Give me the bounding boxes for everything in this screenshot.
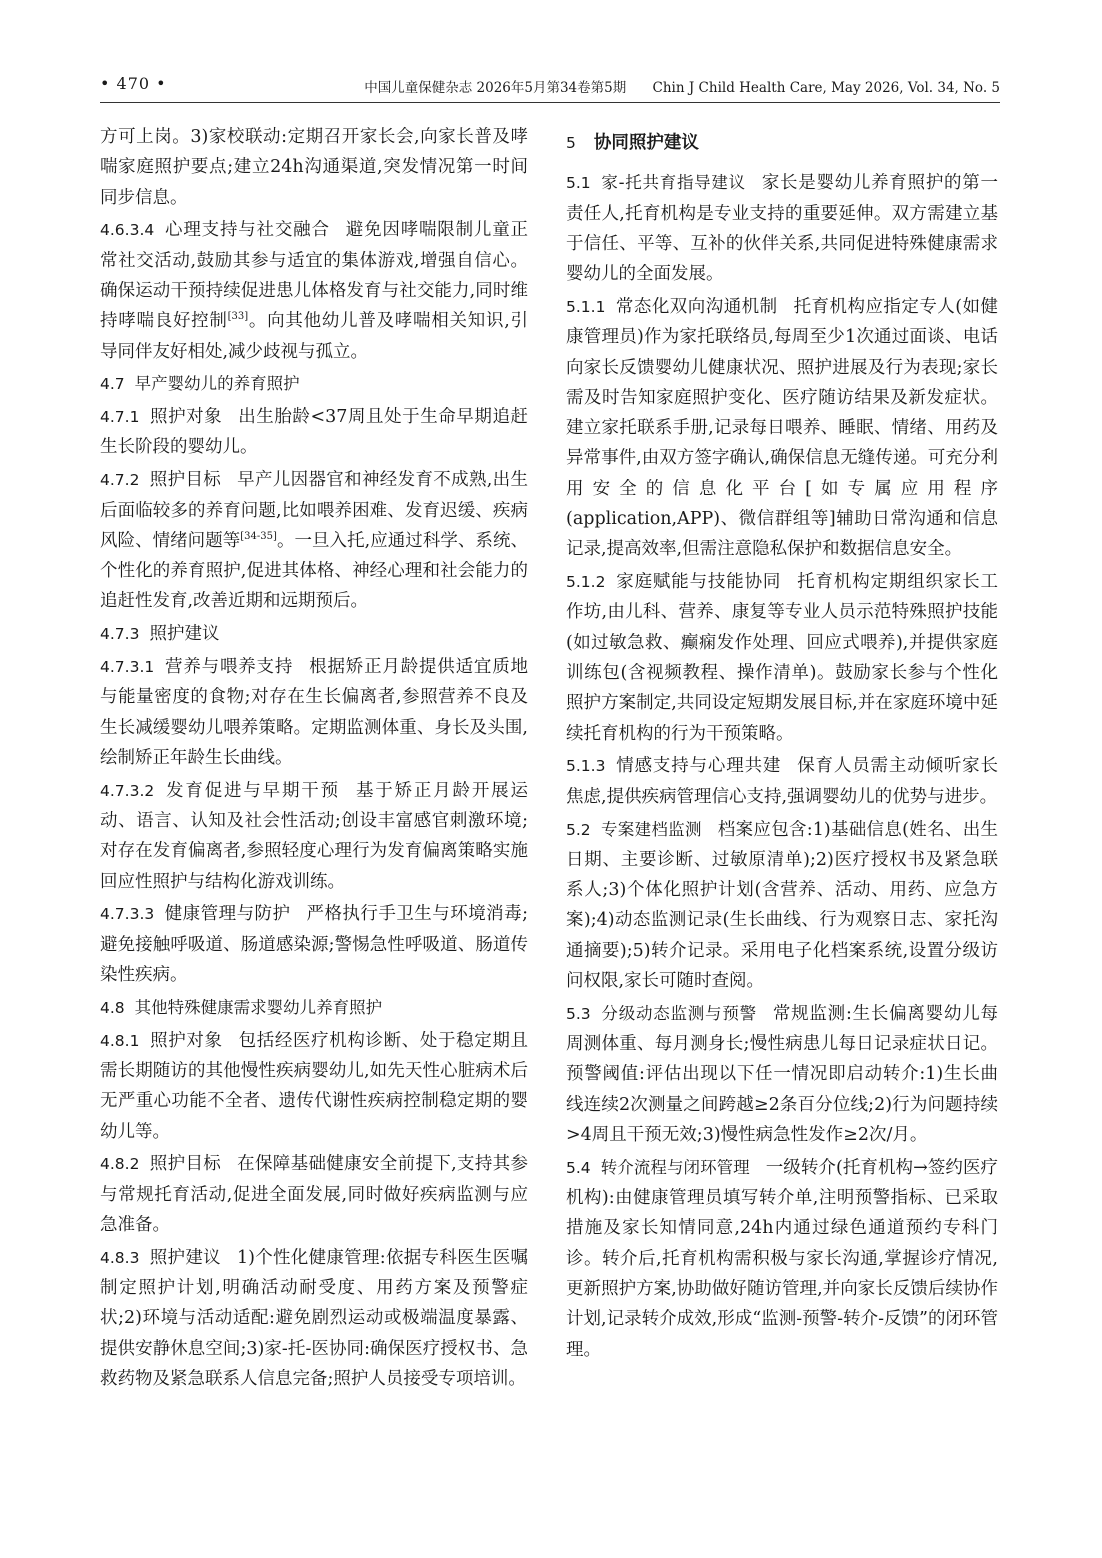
section-title: 家-托共育指导建议 <box>600 173 746 193</box>
paragraph-text: 常规监测:生长偏离婴幼儿每周测体重、每月测身长;慢性病患儿每日记录症状日记。预警阈值:评估出现以下任一情况即启动转介:1)生长曲线连续2次测量之间跨越≥2条百分位线;2)行为问题持续>4周且干预无效;3)慢性病急性发作≥2次/月。 <box>566 1003 998 1145</box>
body-paragraph <box>100 215 528 366</box>
section-title: 心理支持与社交融合 <box>164 220 330 241</box>
citation-ref: [34-35] <box>240 530 277 542</box>
journal-citation <box>364 76 1000 96</box>
section-title: 专案建档监测 <box>600 819 702 839</box>
section-number: 4.6.3.4 <box>100 221 155 240</box>
body-paragraph <box>100 776 528 897</box>
subsection-paragraph <box>566 168 998 289</box>
body-paragraph <box>566 292 998 565</box>
body-paragraph <box>100 619 528 649</box>
section-number: 4.7.3.1 <box>100 658 155 677</box>
body-paragraph <box>100 402 528 463</box>
section-number: 4.7.3.2 <box>100 781 155 800</box>
paragraph-text: 方可上岗。3)家校联动:定期召开家长会,向家长普及哮喘家庭照护要点;建立24h沟通渠道,突发情况第一时间同步信息。 <box>100 127 528 208</box>
paragraph-text: 保育人员需主动倾听家长焦虑,提供疾病管理信心支持,强调婴幼儿的优势与进步。 <box>566 756 999 807</box>
section-title: 发育促进与早期干预 <box>164 780 340 801</box>
section-number: 5.1 <box>566 174 591 193</box>
journal-title-zh: 中国儿童保健杂志 2026年5月第34卷第5期 <box>364 80 627 96</box>
paragraph-text: 家长是婴幼儿养育照护的第一责任人,托育机构是专业支持的重要延伸。双方需建立基于信任、平等、互补的伙伴关系,共同促进特殊健康需求婴幼儿的全面发展。 <box>566 173 998 285</box>
paragraph-text: 档案应包含:1)基础信息(姓名、出生日期、主要诊断、过敏原清单);2)医疗授权书及紧急联系人;3)个体化照护计划(含营养、活动、用药、应急方案);4)动态监测记录(生长曲线、行为观察日志、家托沟通摘要);5)转介记录。采用电子化档案系统,设置分级访问权限,家长可随时查阅。 <box>566 819 999 992</box>
section-number: 5 <box>566 134 576 152</box>
section-title: 情感支持与心理共建 <box>615 756 782 777</box>
paragraph-text: 基于矫正月龄开展运动、语言、认知及社会性活动;创设丰富感官刺激环境;对存在发育偏离者,参照轻度心理行为发育偏离策略实施回应性照护与结构化游戏训练。 <box>100 780 528 892</box>
section-title: 照护建议 <box>149 1247 221 1268</box>
section-number: 5.1.2 <box>566 573 606 592</box>
right-column <box>566 122 998 1367</box>
body-paragraph <box>566 567 998 749</box>
section-title: 照护目标 <box>149 470 222 491</box>
section-number: 4.8.1 <box>100 1031 140 1050</box>
body-paragraph <box>100 899 528 990</box>
subsection-paragraph <box>566 1153 998 1365</box>
body-paragraph <box>100 1149 528 1240</box>
section-title: 其他特殊健康需求婴幼儿养育照护 <box>134 997 383 1017</box>
body-paragraph <box>100 122 528 213</box>
section-number: 4.7.3 <box>100 625 140 644</box>
paragraph-text: 避免因哮喘限制儿童正常社交活动,鼓励其参与适宜的集体游戏,增强自信心。确保运动干预持续促进患儿体格发育与社交能力,同时维持哮喘良好控制 <box>100 220 529 332</box>
section-title: 照护建议 <box>149 624 220 645</box>
body-paragraph <box>100 1026 528 1147</box>
section-number: 4.8.3 <box>100 1248 140 1267</box>
paragraph-text: 在保障基础健康安全前提下,支持其参与常规托育活动,促进全面发展,同时做好疾病监测与应急准备。 <box>100 1154 529 1235</box>
section-number: 4.7.1 <box>100 408 140 427</box>
paragraph-text: 根据矫正月龄提供适宜质地与能量密度的食物;对存在生长偏离者,参照营养不良及生长减缓婴幼儿喂养策略。定期监测体重、身长及头围,绘制矫正年龄生长曲线。 <box>100 657 529 768</box>
section-number: 4.8 <box>100 998 125 1017</box>
body-paragraph <box>100 652 528 773</box>
section-title: 协同照护建议 <box>593 133 699 153</box>
header-rule <box>100 102 1000 103</box>
section-number: 5.1.3 <box>566 757 606 776</box>
section-title: 健康管理与防护 <box>164 904 291 925</box>
paragraph-text: 出生胎龄<37周且处于生命早期追赶生长阶段的婴幼儿。 <box>100 407 528 458</box>
section-title: 家庭赋能与技能协同 <box>615 572 782 593</box>
subsection-paragraph <box>100 369 528 399</box>
paragraph-text: 托育机构定期组织家长工作坊,由儿科、营养、康复等专业人员示范特殊照护技能(如过敏急救、癫痫发作处理、回应式喂养),并提供家庭训练包(含视频教程、操作清单)。鼓励家长参与个性化照护方案制定,共同设定短期发展目标,并在家庭环境中延续托育机构的行为干预策略。 <box>566 572 999 744</box>
section-number: 5.3 <box>566 1004 591 1023</box>
paragraph-text: 1)个性化健康管理:依据专科医生医嘱制定照护计划,明确活动耐受度、用药方案及预警症状;2)环境与活动适配:避免剧烈运动或极端温度暴露、提供安静休息空间;3)家-托-医协同:确保医疗授权书、急救药物及紧急联系人信息完备;照护人员接受专项培训。 <box>100 1247 529 1389</box>
running-header <box>100 72 1000 100</box>
paragraph-text: 包括经医疗机构诊断、处于稳定期且需长期随访的其他慢性疾病婴幼儿,如先天性心脏病术后无严重心功能不全者、遗传代谢性疾病控制稳定期的婴幼儿等。 <box>100 1030 529 1142</box>
journal-title-en: Chin J Child Health Care, May 2026, Vol. 34, No. 5 <box>652 80 1000 96</box>
section-title: 照护对象 <box>149 407 223 428</box>
paragraph-text: 。向其他幼儿普及哮喘相关知识,引导同伴友好相处,减少歧视与孤立。 <box>100 311 529 362</box>
paragraph-text: 托育机构应指定专人(如健康管理员)作为家托联络员,每周至少1次通过面谈、电话向家长反馈婴幼儿健康状况、照护进展及行为表现;家长需及时告知家庭照护变化、医疗随访结果及新发症状。建立家托联系手册,记录每日喂养、睡眠、情绪、用药及异常事件,由双方签字确认,确保信息无缝传递。可充分利用安全的信息化平台[如专属应用程序(application,APP)、微信群组等]辅助日常沟通和信息记录,提高效率,但需注意隐私保护和数据信息安全。 <box>566 296 999 560</box>
section-number: 5.4 <box>566 1158 591 1177</box>
section-number: 5.2 <box>566 820 591 839</box>
section-number: 4.7 <box>100 375 125 394</box>
section-title: 照护对象 <box>149 1030 223 1051</box>
section-title: 分级动态监测与预警 <box>600 1003 757 1023</box>
section-title: 照护目标 <box>149 1154 222 1175</box>
page-number: • 470 • <box>100 74 167 93</box>
subsection-paragraph <box>566 815 998 997</box>
section-title: 营养与喂养支持 <box>164 657 294 678</box>
section-number: 5.1.1 <box>566 297 606 316</box>
section-heading <box>566 128 998 158</box>
paragraph-text: 严格执行手卫生与环境消毒;避免接触呼吸道、肠道感染源;警惕急性呼吸道、肠道传染性疾病。 <box>100 904 528 986</box>
subsection-paragraph <box>100 993 528 1023</box>
body-paragraph <box>100 465 528 616</box>
section-title: 早产婴幼儿的养育照护 <box>134 374 300 394</box>
section-number: 4.7.3.3 <box>100 905 155 924</box>
body-paragraph <box>566 751 998 812</box>
paragraph-text: 早产儿因器官和神经发育不成熟,出生后面临较多的养育问题,比如喂养困难、发育迟缓、疾病风险、情绪问题等 <box>100 470 529 551</box>
section-title: 转介流程与闭环管理 <box>600 1157 750 1177</box>
citation-ref: [33] <box>227 311 249 323</box>
left-column <box>100 122 528 1397</box>
section-number: 4.7.2 <box>100 471 140 490</box>
section-title: 常态化双向沟通机制 <box>615 296 778 317</box>
subsection-paragraph <box>566 999 998 1150</box>
section-number: 4.8.2 <box>100 1155 140 1174</box>
body-paragraph <box>100 1243 528 1394</box>
paragraph-text: 一级转介(托育机构→签约医疗机构):由健康管理员填写转介单,注明预警指标、已采取措施及家长知情同意,24h内通过绿色通道预约专科门诊。转介后,托育机构需积极与家长沟通,掌握诊疗情况,更新照护方案,协助做好随访管理,并向家长反馈后续协作计划,记录转介成效,形成“监测-预警-转介-反馈”的闭环管理。 <box>566 1157 998 1360</box>
paragraph-text: 。一旦入托,应通过科学、系统、个性化的养育照护,促进其体格、神经心理和社会能力的追赶性发育,改善近期和远期预后。 <box>100 530 529 612</box>
